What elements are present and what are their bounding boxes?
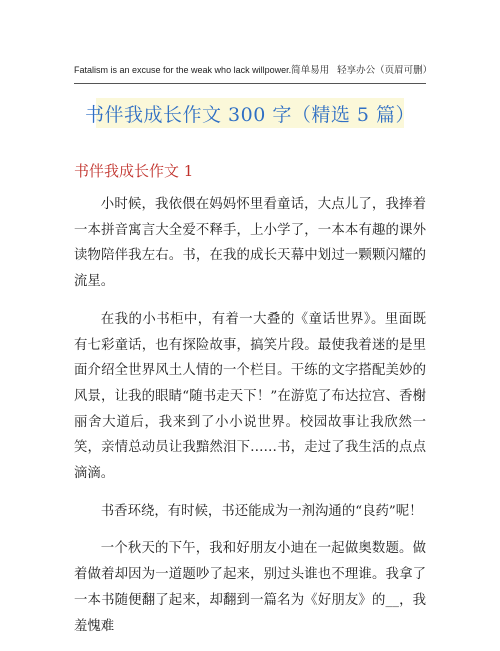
paragraph-4: 一个秋天的下午，我和好朋友小迪在一起做奥数题。做着做着却因为一道题吵了起来，别过头谁也不理谁。我拿了一本书随便翻了起来，却翻到一篇名为《好朋友》的__，我羞愧难 xyxy=(74,541,426,634)
paragraph-3: 书香环绕，有时候，书还能成为一剂沟通的“良药”呢！ xyxy=(100,503,423,519)
title-highlight xyxy=(85,98,416,128)
header-tag-office: 轻享办公（页眉可删） xyxy=(337,65,433,76)
body-text xyxy=(74,192,426,651)
section-heading: 书伴我成长作文 1 xyxy=(74,162,194,180)
page-header xyxy=(74,62,433,76)
paragraph-1: 小时候，我依偎在妈妈怀里看童话，大点儿了，我捧着一本拼音寓言大全爱不释手，上小学了，一本本有趣的课外读物陪伴我左右。书，在我的成长天幕中划过一颗颗闪耀的流星。 xyxy=(74,197,426,290)
paragraph-2: 在我的小书柜中，有着一大叠的《童话世界》。里面既有七彩童话，也有探险故事，搞笑片段。最使我着迷的是里面介绍全世界风土人情的一个栏目。干练的文字搭配美妙的风景，让我的眼睛“随书走天下！”在游览了布达拉宫、香榭丽舍大道后，我来到了小小说世界。校园故事让我欣然一笑，亲情总动员让我黯然泪下……书，走过了我生活的点点滴滴。 xyxy=(74,311,426,482)
header-quote: Fatalism is an excuse for the weak who lack willpower. xyxy=(74,65,292,75)
header-tag-easy: 简单易用 xyxy=(291,65,330,76)
header-divider xyxy=(74,83,426,84)
document-title: 书伴我成长作文 300 字（精选 5 篇） xyxy=(85,103,416,126)
